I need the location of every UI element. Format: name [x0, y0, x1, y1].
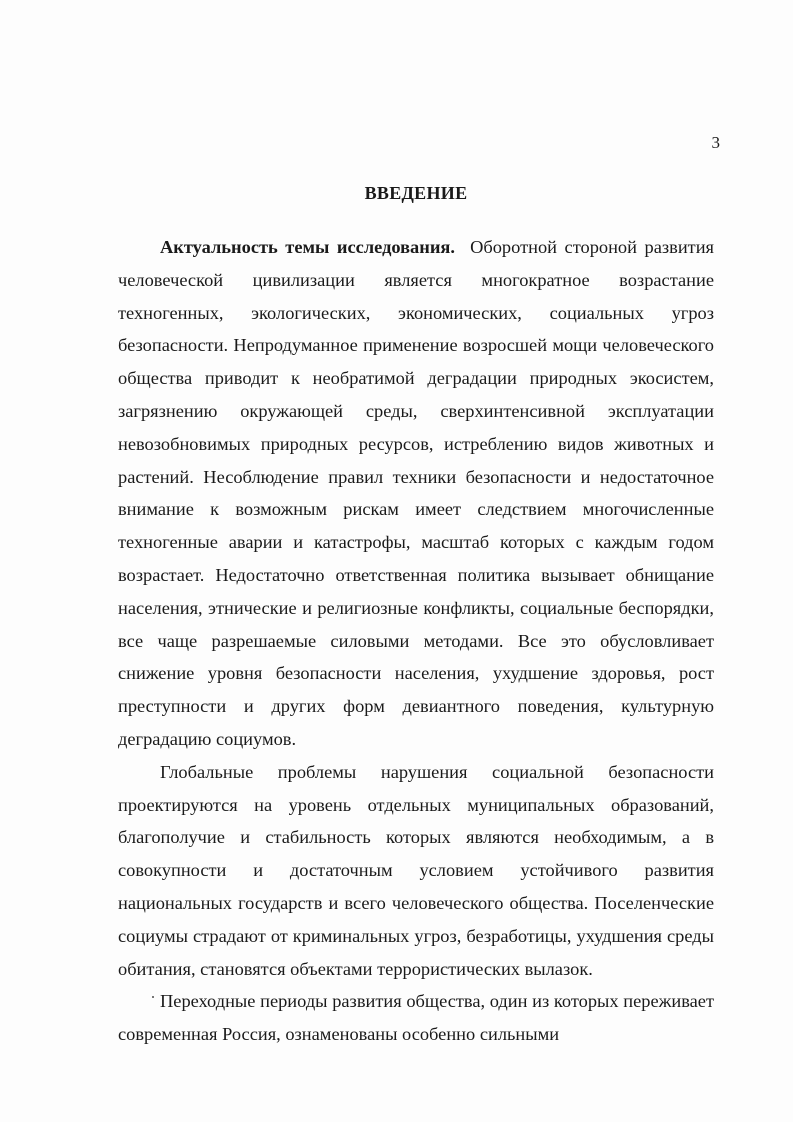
paragraph-text: Оборотной стороной развития человеческой цивилизации является многократное возрастание техногенных, экологических, экономических, социальных угроз безопасности. Непродуманное применение возросшей мощи человеческого общества приводит к необратимой деградации природных экосистем, загрязнению окружающей среды, сверхинтенсивной эксплуатации невозобновимых природных ресурсов, истреблению видов животных и растений. Несоблюдение правил техники безопасности и недостаточное внимание к возможным рискам имеет следствием многочисленные техногенные аварии и катастрофы, масштаб которых с каждым годом возрастает. Недостаточно ответственная политика вызывает обнищание населения, этнические и религиозные конфликты, социальные беспорядки, все чаще разрешаемые силовыми методами. Все это обусловливает снижение уровня безопасности населения, ухудшение здоровья, рост преступности и других форм девиантного поведения, культурную деградацию социумов. — [118, 237, 714, 749]
paragraph-transition-periods — [118, 985, 714, 1051]
paragraph-lead: Актуальность темы исследования. — [160, 237, 455, 257]
paragraph-text: Переходные периоды развития общества, один из которых переживает современная Россия, ознаменованы особенно сильными — [118, 991, 714, 1045]
paragraph-text: Глобальные проблемы нарушения социальной безопасности проектируются на уровень отдельных муниципальных образований, благополучие и стабильность которых являются необходимым, а в совокупности и достаточным условием устойчивого развития национальных государств и всего человеческого общества. Поселенческие социумы страдают от криминальных угроз, безработицы, ухудшения среды обитания, становятся объектами террористических вылазок. — [118, 761, 714, 979]
page-number: 3 — [711, 133, 720, 152]
paragraph-relevance — [118, 231, 714, 756]
paragraph-global-problems — [118, 756, 714, 986]
page-title: ВВЕДЕНИЕ — [364, 183, 468, 203]
scan-speck — [152, 996, 154, 998]
body-text — [118, 231, 714, 1051]
